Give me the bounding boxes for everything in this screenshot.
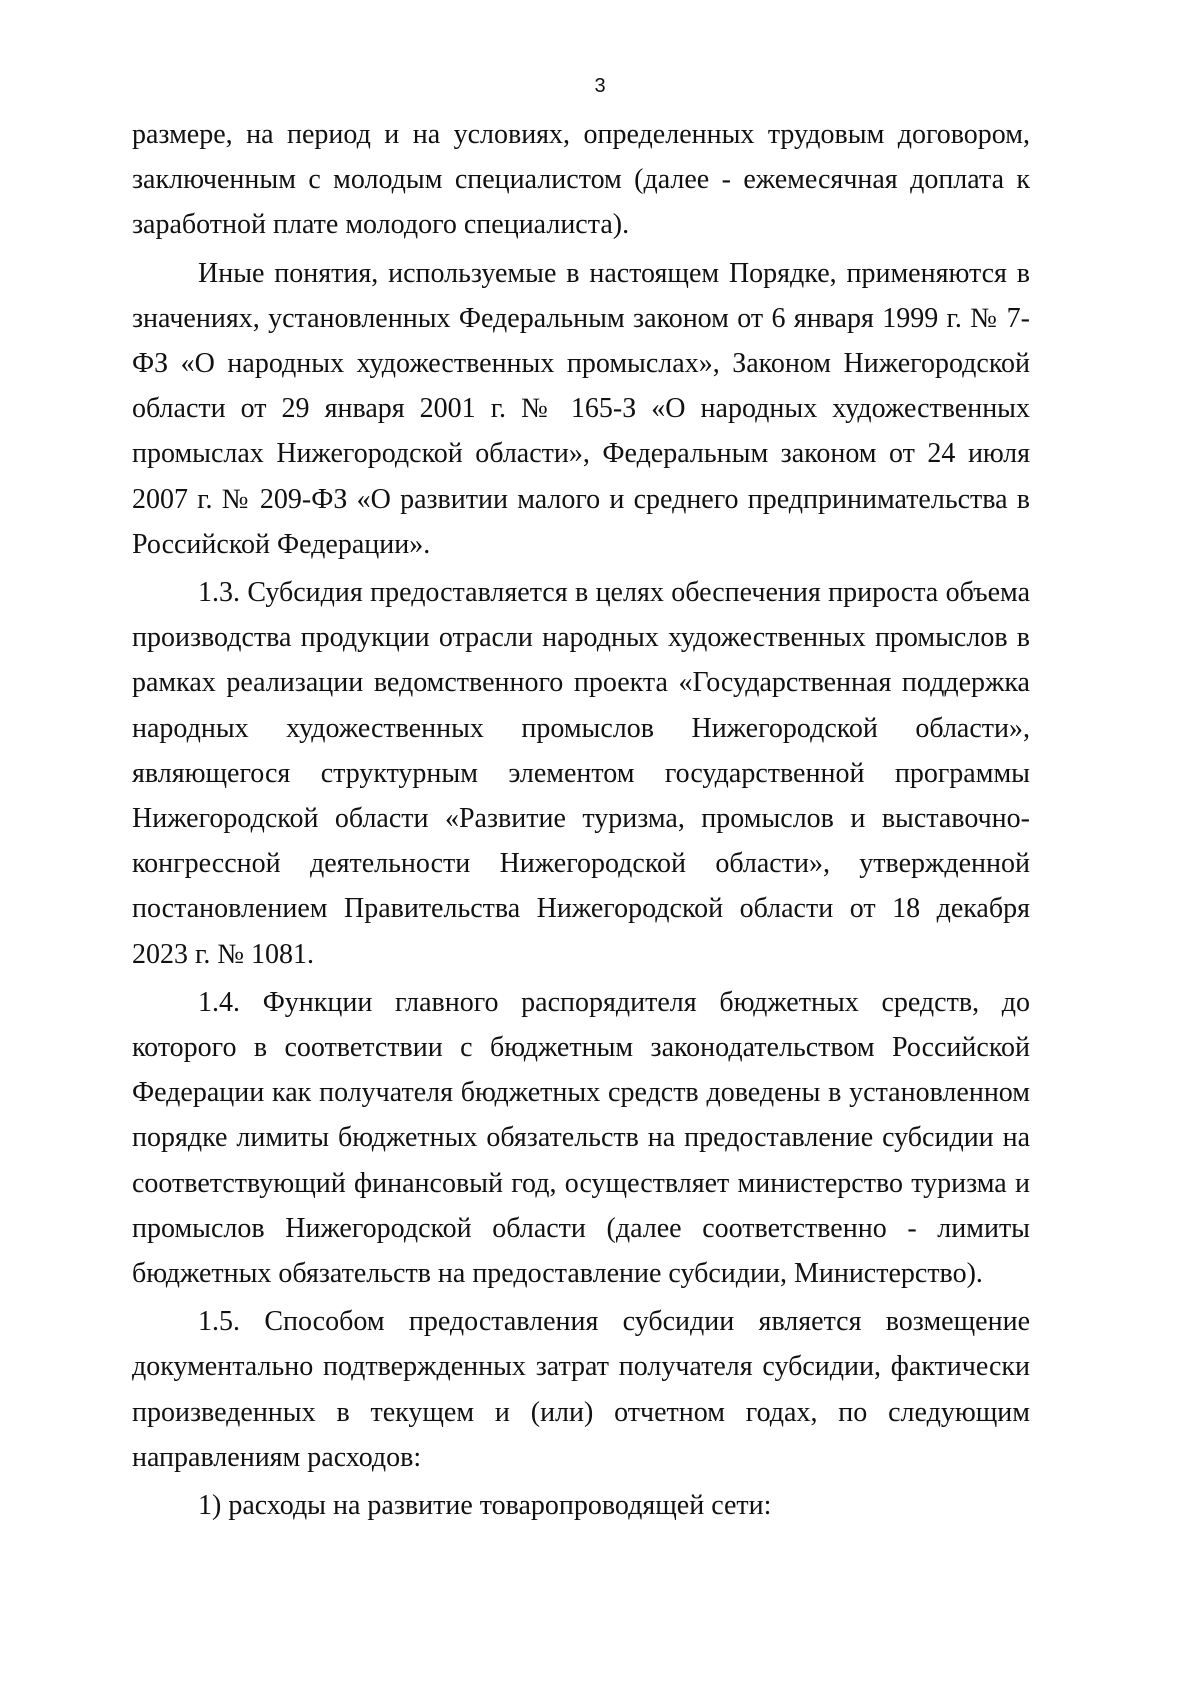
page-number: 3 bbox=[594, 75, 606, 97]
paragraph-1-4: 1.4. Функции главного распорядителя бюджетных средств, до которого в соответствии с бюджетным законодательством Российской Федерации как получателя бюджетных средств доведены в установленном порядке лимиты бюджетных обязательств на предоставление субсидии на соответствующий финансовый год, осуществляет министерство туризма и промыслов Нижегородской области (далее соответственно - лимиты бюджетных обязательств на предоставление субсидии, Министерство). bbox=[132, 986, 1030, 1290]
paragraph-continuation: размере, на период и на условиях, определенных трудовым договором, заключенным с молодым специалистом (далее - ежемесячная доплата к заработной плате молодого специалиста). bbox=[132, 119, 1030, 241]
document-body bbox=[132, 112, 1030, 1531]
paragraph-1-5: 1.5. Способом предоставления субсидии является возмещение документально подтвержденных затрат получателя субсидии, фактически произведенных в текущем и (или) отчетном годах, по следующим направлениям расходов: bbox=[132, 1306, 1030, 1473]
list-item-1: 1) расходы на развитие товаропроводящей сети: bbox=[198, 1490, 772, 1522]
paragraph-definitions: Иные понятия, используемые в настоящем Порядке, применяются в значениях, установленных Федеральным законом от 6 января 1999 г. № 7-ФЗ «О народных художественных промыслах», Законом Нижегородской области от 29 января 2001 г. № 165-З «О народных художественных промыслах Нижегородской области», Федеральным законом от 24 июля 2007 г. № 209-ФЗ «О развитии малого и среднего предпринимательства в Российской Федерации». bbox=[132, 257, 1030, 560]
paragraph-1-3: 1.3. Субсидия предоставляется в целях обеспечения прироста объема производства продукции отрасли народных художественных промыслов в рамках реализации ведомственного проекта «Государственная поддержка народных художественных промыслов Нижегородской области», являющегося структурным элементом государственной программы Нижегородской области «Развитие туризма, промыслов и выставочно-конгрессной деятельности Нижегородской области», утвержденной постановлением Правительства Нижегородской области от 18 декабря 2023 г. № 1081. bbox=[132, 577, 1030, 970]
